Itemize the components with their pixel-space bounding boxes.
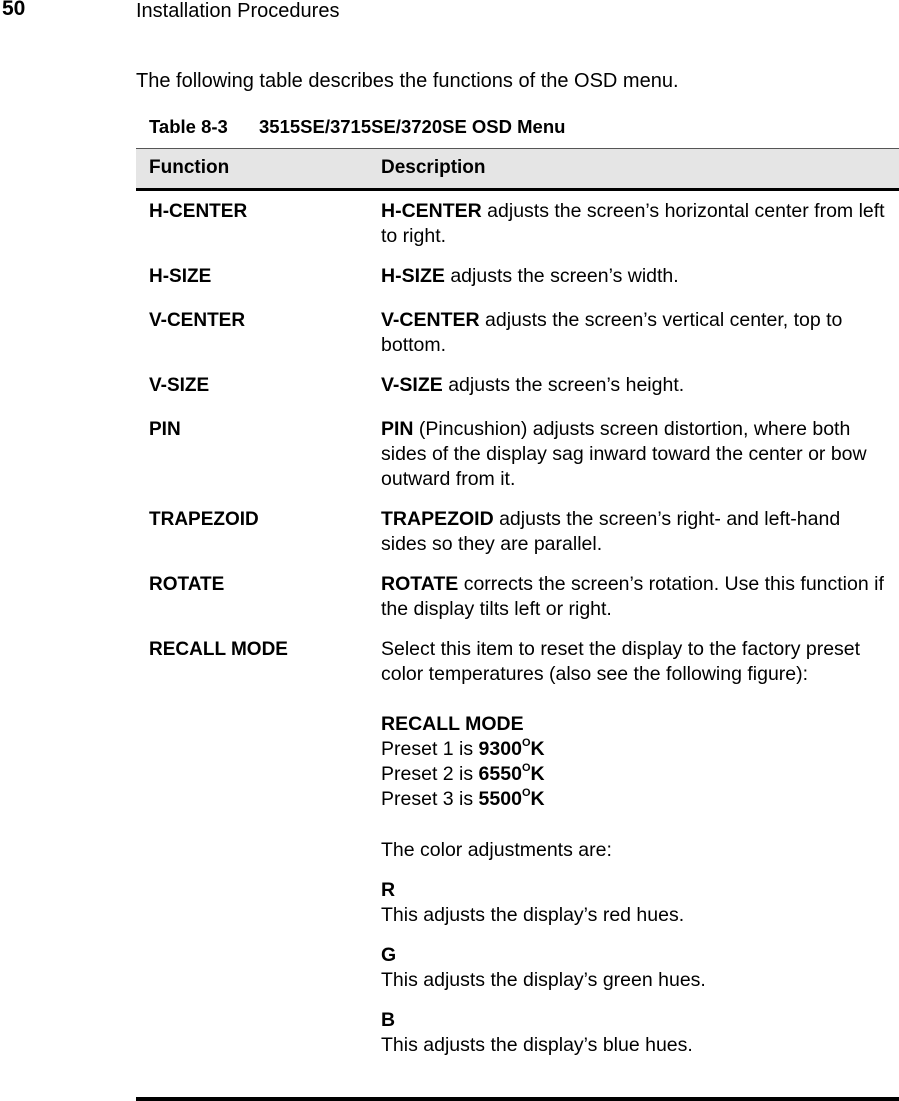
table-row (136, 373, 899, 398)
preset-line (381, 762, 891, 787)
adjust-letter: R (381, 879, 396, 901)
desc-keyword: ROTATE (381, 573, 459, 595)
preset-value: 6550 (478, 763, 522, 785)
degree-symbol: O (521, 737, 531, 749)
desc-keyword: PIN (381, 418, 414, 440)
desc-text: (Pincushion) adjusts screen distortion, where both sides of the display sag inward toward the center or bow outward from it. (381, 418, 867, 490)
table-row (136, 417, 899, 492)
desc-text: adjusts the screen’s right- and left-hand sides so they are parallel. (381, 508, 841, 555)
table-row (136, 199, 899, 249)
function-description (381, 373, 891, 398)
table-row (136, 308, 899, 358)
desc-keyword: TRAPEZOID (381, 508, 494, 530)
preset-unit: K (530, 763, 545, 785)
recall-heading: RECALL MODE (381, 713, 524, 735)
preset-label: Preset 1 is (381, 738, 479, 760)
degree-symbol: O (521, 787, 531, 799)
adjust-letter: G (381, 944, 397, 966)
table-bottom-rule (136, 1097, 899, 1101)
degree-symbol: O (521, 762, 531, 774)
function-name: V-SIZE (149, 375, 210, 396)
column-header-description: Description (381, 157, 486, 178)
desc-text: adjusts the screen’s horizontal center from left to right. (381, 200, 885, 247)
page-number: 50 (2, 0, 26, 20)
table-caption-title: 3515SE/3715SE/3720SE OSD Menu (259, 116, 566, 137)
adjustments-intro: The color adjustments are: (381, 839, 612, 861)
function-description (381, 264, 891, 289)
function-description (381, 417, 891, 492)
desc-text: adjusts the screen’s height. (442, 374, 685, 396)
desc-text: adjusts the screen’s width. (444, 265, 679, 287)
table-row (136, 264, 899, 289)
table-caption (149, 116, 565, 138)
function-name: RECALL MODE (149, 639, 288, 660)
table-row (136, 507, 899, 557)
adjust-letter: B (381, 1009, 396, 1031)
desc-text: corrects the screen’s rotation. Use this function if the display tilts left or right. (381, 573, 884, 620)
function-description (381, 308, 891, 358)
function-name: ROTATE (149, 574, 225, 595)
adjust-text: This adjusts the display’s green hues. (381, 969, 706, 991)
preset-label: Preset 3 is (381, 788, 479, 810)
preset-value: 9300 (478, 738, 522, 760)
function-name: TRAPEZOID (149, 509, 259, 530)
table-row (136, 572, 899, 622)
table-row-recall-mode (136, 637, 899, 1058)
preset-line (381, 787, 891, 812)
intro-paragraph: The following table describes the functions of the OSD menu. (136, 70, 679, 92)
adjust-text: This adjusts the display’s red hues. (381, 904, 685, 926)
desc-keyword: H-CENTER (381, 200, 482, 222)
preset-unit: K (530, 738, 545, 760)
running-header: Installation Procedures (136, 0, 340, 22)
function-name: H-SIZE (149, 266, 212, 287)
desc-keyword: V-SIZE (381, 374, 443, 396)
function-name: PIN (149, 419, 181, 440)
preset-unit: K (530, 788, 545, 810)
table-caption-number: Table 8-3 (149, 116, 228, 137)
function-name: V-CENTER (149, 310, 246, 331)
osd-menu-table (136, 148, 899, 1058)
recall-intro: Select this item to reset the display to the factory preset color temperatures (also see the following figure): (381, 638, 861, 685)
function-description (381, 572, 891, 622)
function-description (381, 199, 891, 249)
function-description (381, 637, 891, 1058)
desc-keyword: V-CENTER (381, 309, 480, 331)
preset-line (381, 737, 891, 762)
adjust-text: This adjusts the display’s blue hues. (381, 1034, 693, 1056)
desc-keyword: H-SIZE (381, 265, 445, 287)
preset-value: 5500 (478, 788, 522, 810)
table-header-row (136, 148, 899, 191)
function-name: H-CENTER (149, 201, 248, 222)
desc-text: adjusts the screen’s vertical center, top to bottom. (381, 309, 843, 356)
preset-label: Preset 2 is (381, 763, 479, 785)
function-description (381, 507, 891, 557)
column-header-function: Function (149, 157, 230, 178)
